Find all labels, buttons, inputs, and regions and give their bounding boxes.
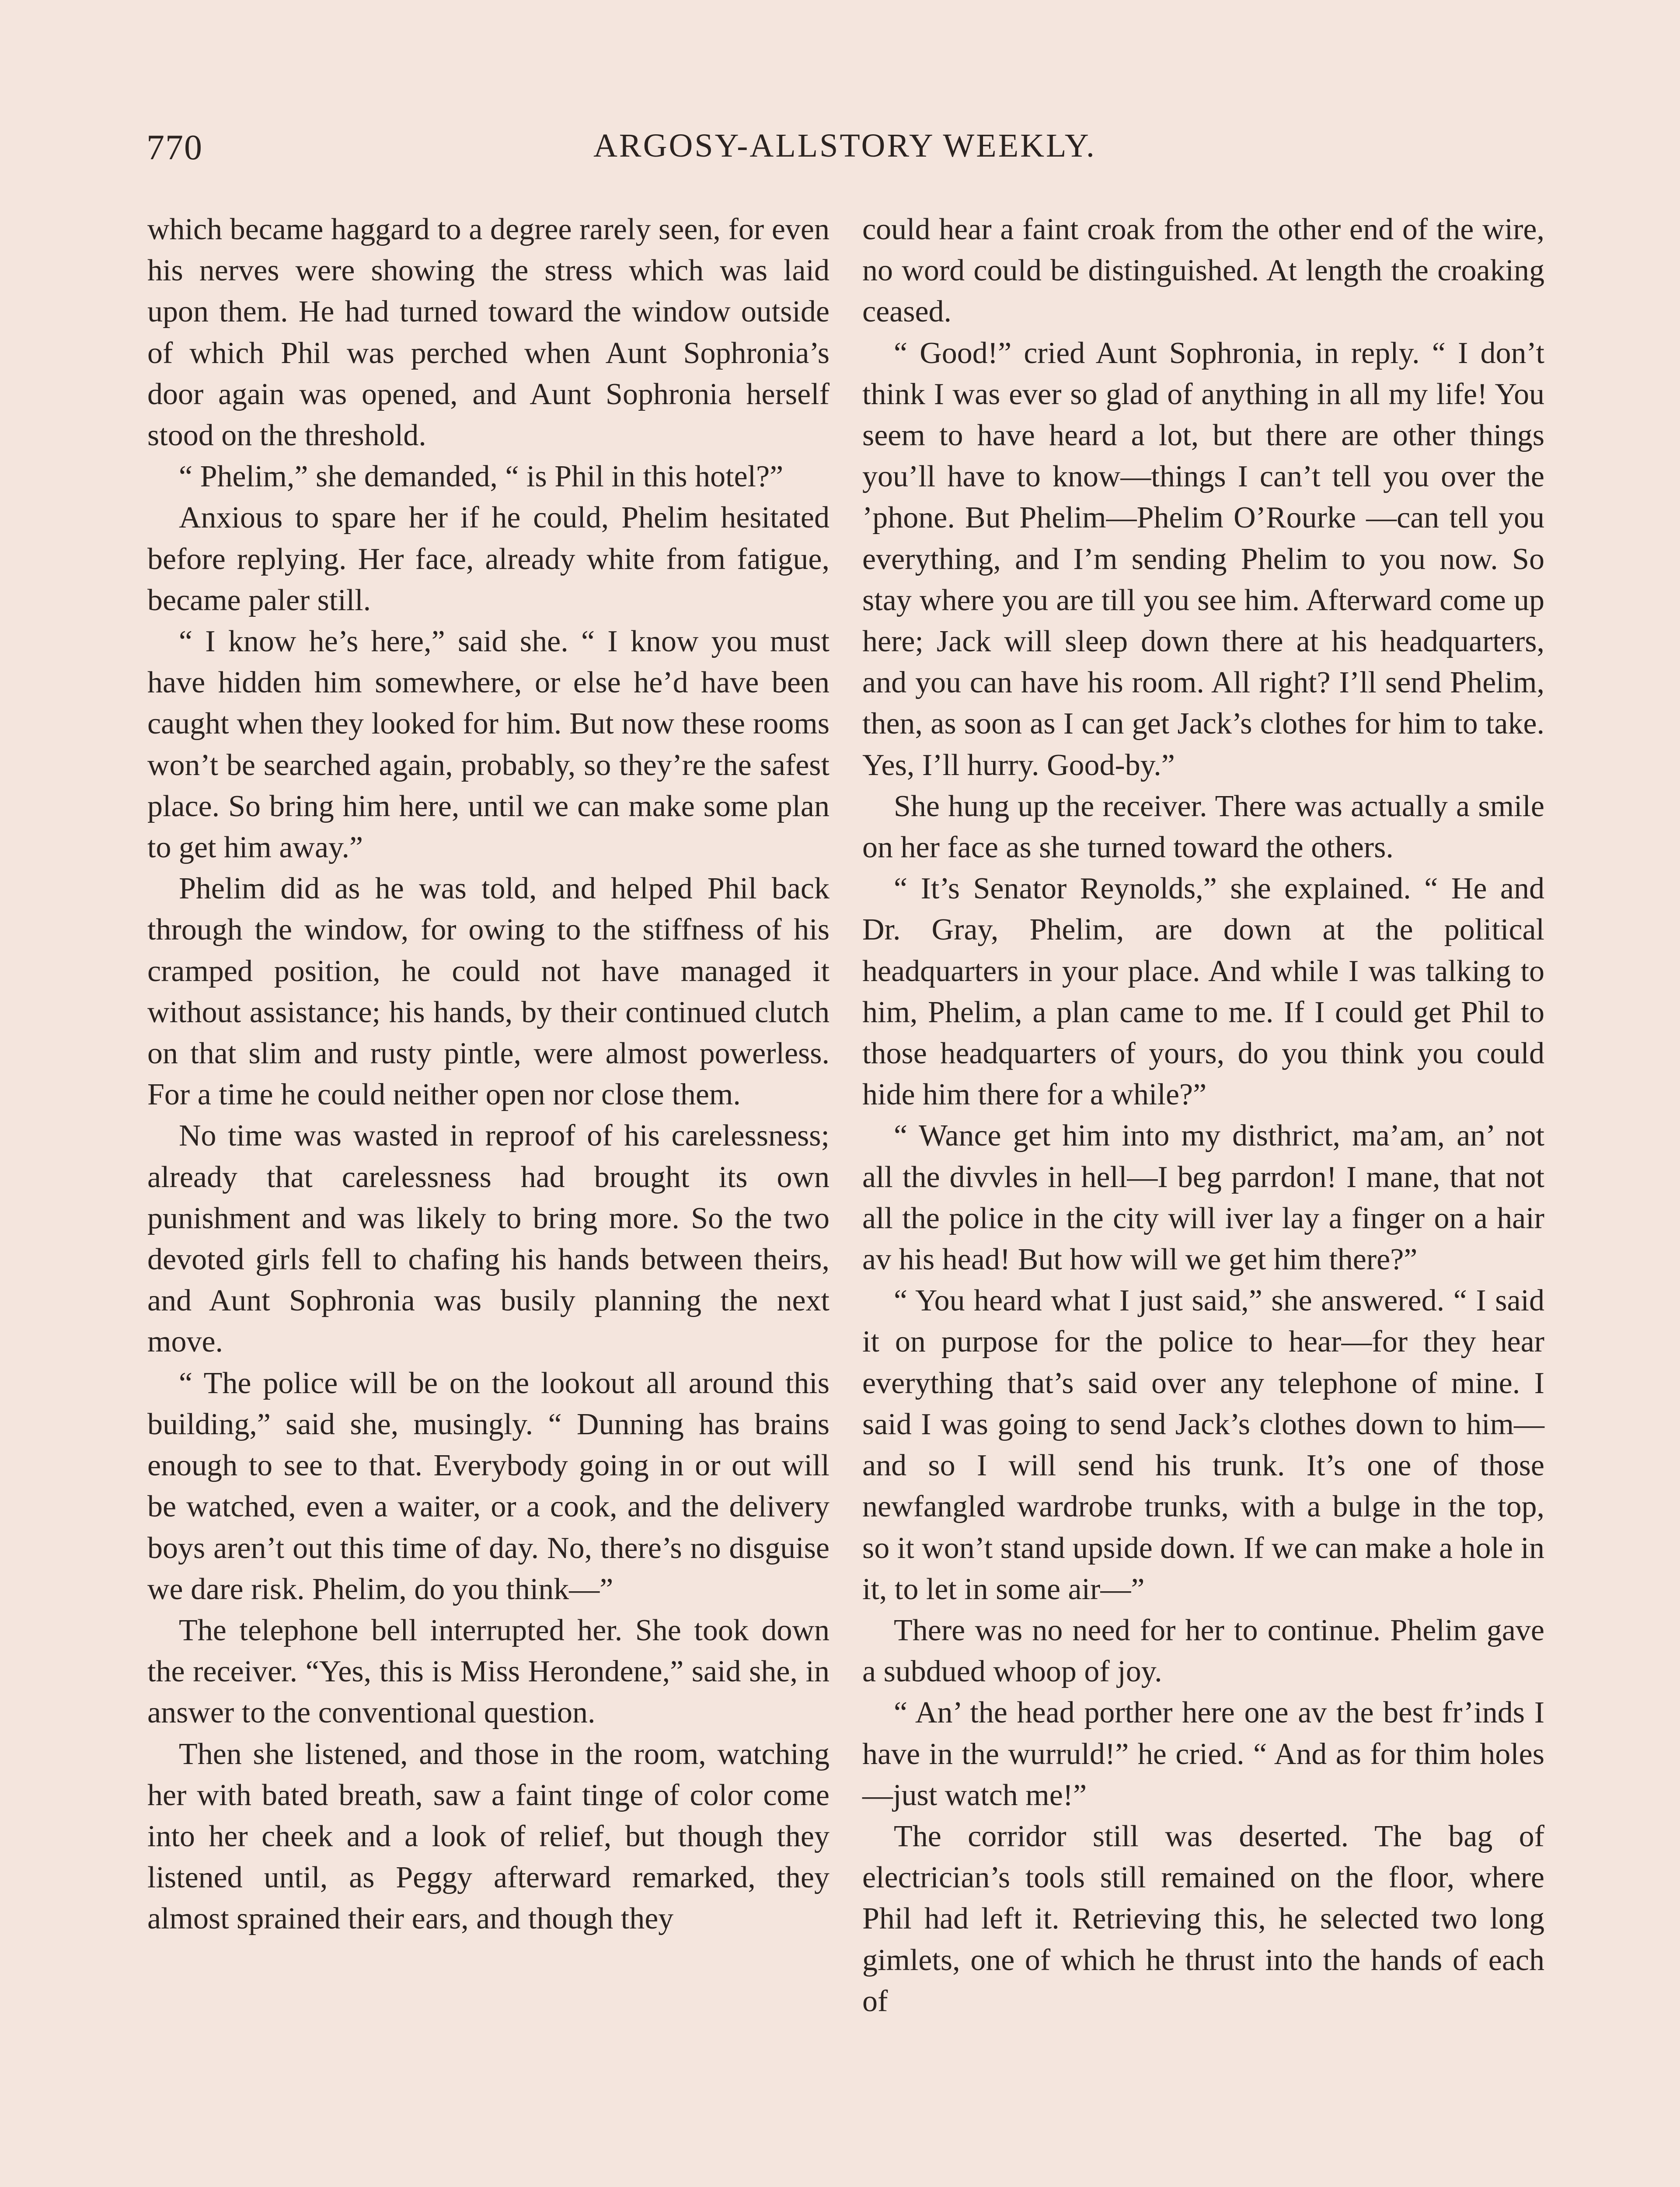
paragraph: No time was wasted in reproof of his carelessness; already that carelessness had brought its own punishment and was likely to bring more. So the two devoted girls fell to chafing his hands between theirs, and Aunt Sophronia was busily planning the next move. [147,1119,830,1359]
left-column [147,209,830,1940]
page-number: 770 [146,127,203,167]
running-title: ARGOSY-ALLSTORY WEEKLY. [593,127,1096,164]
paragraph: “ It’s Senator Reynolds,” she explained. “ He and Dr. Gray, Phelim, are down at the political headquarters in your place. And while I was talking to him, Phelim, a plan came to me. If I could get Phil to those headquarters of yours, do you think you could hide him there for a while?” [862,872,1544,1112]
paragraph: “ The police will be on the lookout all around this building,” said she, musingly. “ Dunning has brains enough to see to that. Everybody going in or out will be watched, even a waiter, or a cook, and the delivery boys aren’t out this time of day. No, there’s no disguise we dare risk. Phelim, do you think—” [147,1366,830,1606]
paragraph: “ You heard what I just said,” she answered. “ I said it on purpose for the police to hear—for they hear everything that’s said over any telephone of mine. I said I was going to send Jack’s clothes down to him—and so I will send his trunk. It’s one of those newfangled wardrobe trunks, with a bulge in the top, so it won’t stand upside down. If we can make a hole in it, to let in some air—” [862,1284,1544,1606]
paragraph: “ Wance get him into my disthrict, ma’am, an’ not all the divvles in hell—I beg parrdon! I mane, that not all the police in the city will iver lay a finger on a hair av his head! But how will we get him there?” [862,1119,1544,1277]
right-column [862,209,1544,2022]
paragraph: could hear a faint croak from the other end of the wire, no word could be distinguished. At length the croaking ceased. [862,213,1544,329]
paragraph: There was no need for her to continue. Phelim gave a subdued whoop of joy. [862,1613,1544,1689]
paragraph: The telephone bell interrupted her. She took down the receiver. “Yes, this is Miss Herondene,” said she, in answer to the conventional question. [147,1613,830,1730]
paragraph: Then she listened, and those in the room, watching her with bated breath, saw a faint tinge of color come into her cheek and a look of relief, but though they listened until, as Peggy afterward remarked, they almost sprained their ears, and though they [147,1737,830,1936]
paragraph: “ An’ the head porther here one av the best fr’inds I have in the wurruld!” he cried. “ And as for thim holes—just watch me!” [862,1696,1544,1812]
paragraph: “ Good!” cried Aunt Sophronia, in reply. “ I don’t think I was ever so glad of anything in all my life! You seem to have heard a lot, but there are other things you’ll have to know—things I can’t tell you over the ’phone. But Phelim—Phelim O’Rourke —can tell you everything, and I’m sending Phelim to you now. So stay where you are till you see him. Afterward come up here; Jack will sleep down there at his headquarters, and you can have his room. All right? I’ll send Phelim, then, as soon as I can get Jack’s clothes for him to take. Yes, I’ll hurry. Good-by.” [862,336,1544,782]
paragraph: The corridor still was deserted. The bag of electrician’s tools still remained on the floor, where Phil had left it. Retrieving this, he selected two long gimlets, one of which he thrust into the hands of each of [862,1819,1544,2018]
paragraph: Anxious to spare her if he could, Phelim hesitated before replying. Her face, already white from fatigue, became paler still. [147,501,830,617]
paragraph: She hung up the receiver. There was actually a smile on her face as she turned toward the others. [862,789,1544,865]
paragraph: Phelim did as he was told, and helped Phil back through the window, for owing to the stiffness of his cramped position, he could not have managed it without assistance; his hands, by their continued clutch on that slim and rusty pintle, were almost powerless. For a time he could neither open nor close them. [147,872,830,1112]
paragraph: “ Phelim,” she demanded, “ is Phil in this hotel?” [179,460,784,494]
paragraph: which became haggard to a degree rarely seen, for even his nerves were showing the stress which was laid upon them. He had turned toward the window outside of which Phil was perched when Aunt Sophronia’s door again was opened, and Aunt Sophronia herself stood on the threshold. [147,213,830,453]
paragraph: “ I know he’s here,” said she. “ I know you must have hidden him somewhere, or else he’d have been caught when they looked for him. But now these rooms won’t be searched again, probably, so they’re the safest place. So bring him here, until we can make some plan to get him away.” [147,625,830,865]
page-header [0,127,1680,175]
